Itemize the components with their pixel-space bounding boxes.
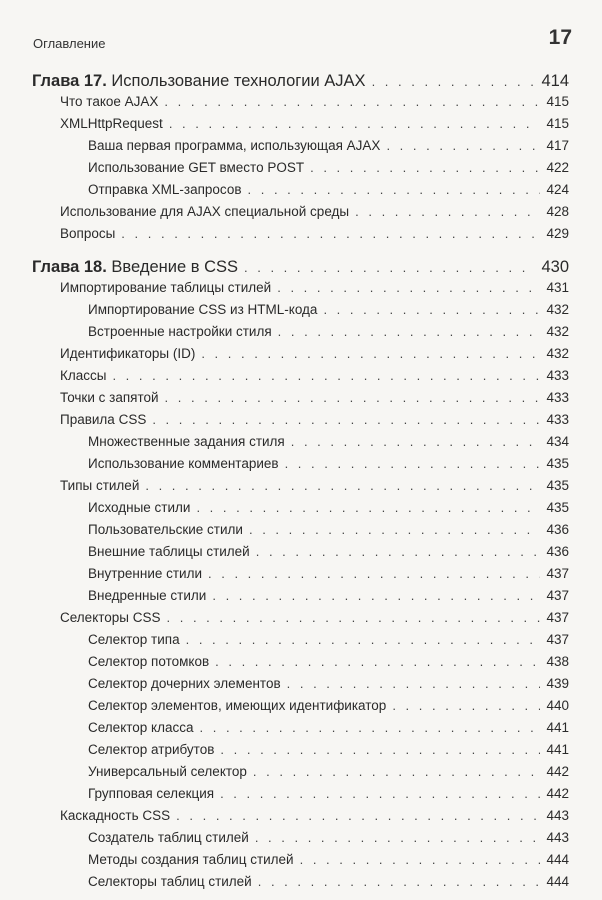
toc-entry-title: Ваша первая программа, использующая AJAX <box>88 138 381 153</box>
dot-leader <box>392 698 540 713</box>
dot-leader <box>112 368 540 383</box>
toc-page-number: 432 <box>546 302 569 317</box>
toc-entry-title: Селектор элементов, имеющих идентификатор <box>88 698 387 713</box>
toc-page-number: 435 <box>546 456 569 471</box>
toc-entry <box>0 676 602 691</box>
dot-leader <box>386 138 540 153</box>
dot-leader <box>176 808 540 823</box>
toc-entry-title: Методы создания таблиц стилей <box>88 852 294 867</box>
dot-leader <box>291 434 541 449</box>
dot-leader <box>165 390 541 405</box>
toc-page-number: 444 <box>546 874 569 889</box>
toc-page-number: 439 <box>546 676 569 691</box>
dot-leader <box>164 94 540 109</box>
dot-leader <box>253 764 541 779</box>
toc-page-number: 430 <box>541 258 569 276</box>
toc-entry <box>0 478 602 493</box>
toc-entry-title <box>0 72 366 91</box>
dot-leader <box>285 456 541 471</box>
toc-entry-title: Вопросы <box>60 226 116 241</box>
toc-entry-title: Селекторы CSS <box>60 610 161 625</box>
toc-entry-title: Встроенные настройки стиля <box>88 324 272 339</box>
toc-page-number: 438 <box>546 654 569 669</box>
page-number: 17 <box>548 26 572 49</box>
toc-page-number: 415 <box>546 116 569 131</box>
toc-entry <box>0 632 602 647</box>
dot-leader <box>300 852 541 867</box>
dot-leader <box>145 478 540 493</box>
toc-page-number: 444 <box>546 852 569 867</box>
dot-leader <box>310 160 540 175</box>
dot-leader <box>167 610 541 625</box>
toc-page-number: 428 <box>546 204 569 219</box>
toc-entry <box>0 698 602 713</box>
toc-entry <box>0 456 602 471</box>
toc-page-number: 436 <box>546 522 569 537</box>
toc-entry <box>0 280 602 295</box>
toc-entry-title: Внешние таблицы стилей <box>88 544 250 559</box>
toc-entry <box>0 610 602 625</box>
toc-entry <box>0 566 602 581</box>
dot-leader <box>200 720 541 735</box>
toc-entry-title <box>0 258 238 277</box>
toc-entry-title: Селектор потомков <box>88 654 210 669</box>
dot-leader <box>220 786 540 801</box>
chapter-label: Глава 17. <box>32 72 107 90</box>
toc-page-number: 429 <box>546 226 569 241</box>
toc-entry <box>0 654 602 669</box>
toc-entry-title: Использование GET вместо POST <box>88 160 305 175</box>
toc-entry-title: Селектор типа <box>88 632 180 647</box>
toc-entry-title: Идентификаторы (ID) <box>60 346 196 361</box>
toc-entry <box>0 412 602 427</box>
toc-page-number: 442 <box>546 764 569 779</box>
toc-entry-title: Использование для AJAX специальной среды <box>60 204 350 219</box>
toc-entry-title: Групповая селекция <box>88 786 215 801</box>
dot-leader <box>277 280 540 295</box>
dot-leader <box>287 676 541 691</box>
toc-page-number: 440 <box>546 698 569 713</box>
toc-entry <box>0 852 602 867</box>
toc-entry <box>0 874 602 889</box>
toc-entry <box>0 720 602 735</box>
chapter-title: Введение в CSS <box>111 258 238 276</box>
toc-entry <box>0 204 602 219</box>
toc-page-number: 434 <box>546 434 569 449</box>
dot-leader <box>152 412 540 427</box>
dot-leader <box>215 654 540 669</box>
toc-page-number: 433 <box>546 390 569 405</box>
toc-entry <box>0 500 602 515</box>
dot-leader <box>220 742 540 757</box>
toc-entry <box>0 302 602 317</box>
dot-leader <box>121 226 540 241</box>
dot-leader <box>201 346 540 361</box>
dot-leader <box>212 588 540 603</box>
dot-leader <box>244 260 535 275</box>
dot-leader <box>196 500 540 515</box>
dot-leader <box>323 302 540 317</box>
toc-entry-title: Селектор дочерних элементов <box>88 676 281 691</box>
dot-leader <box>248 182 541 197</box>
toc-page-number: 417 <box>546 138 569 153</box>
toc-entry <box>0 764 602 779</box>
toc-page-number: 442 <box>546 786 569 801</box>
toc-entry-title: Селектор класса <box>88 720 194 735</box>
toc-entry-title: Импортирование CSS из HTML-кода <box>88 302 318 317</box>
toc-entry-title: Универсальный селектор <box>88 764 247 779</box>
toc-page-number: 435 <box>546 500 569 515</box>
toc-page-number: 433 <box>546 412 569 427</box>
toc-entry-title: Внедренные стили <box>88 588 207 603</box>
toc-page-number: 415 <box>546 94 569 109</box>
toc-entry-title: Селекторы таблиц стилей <box>88 874 252 889</box>
toc-page-number: 431 <box>546 280 569 295</box>
dot-leader <box>278 324 541 339</box>
toc-entry-title: Правила CSS <box>60 412 147 427</box>
toc-entry-title: Отправка XML-запросов <box>88 182 242 197</box>
dot-leader <box>372 74 536 89</box>
running-head: Оглавление <box>33 36 106 51</box>
toc-entry <box>0 522 602 537</box>
toc-entry-title: Множественные задания стиля <box>88 434 285 449</box>
toc-entry <box>0 160 602 175</box>
toc-page-number: 424 <box>546 182 569 197</box>
dot-leader <box>208 566 540 581</box>
toc-entry <box>0 182 602 197</box>
toc-page-number: 437 <box>546 632 569 647</box>
toc-page-number: 443 <box>546 830 569 845</box>
toc-entry <box>0 434 602 449</box>
dot-leader <box>355 204 540 219</box>
toc-page-number: 437 <box>546 588 569 603</box>
toc-page-number: 441 <box>546 742 569 757</box>
toc-page-number: 441 <box>546 720 569 735</box>
toc-entry <box>0 138 602 153</box>
toc-entry-title: Селектор атрибутов <box>88 742 215 757</box>
toc-entry-title: Типы стилей <box>60 478 140 493</box>
toc-entry <box>0 346 602 361</box>
dot-leader <box>169 116 541 131</box>
toc-entry <box>0 786 602 801</box>
toc-entry <box>0 742 602 757</box>
toc-chapter <box>0 258 602 277</box>
toc-entry <box>0 390 602 405</box>
toc-entry-title: Классы <box>60 368 107 383</box>
toc-entry-title: Что такое AJAX <box>60 94 159 109</box>
toc-entry-title: Каскадность CSS <box>60 808 171 823</box>
toc-entry <box>0 116 602 131</box>
toc-page-number: 432 <box>546 346 569 361</box>
toc-page-number: 433 <box>546 368 569 383</box>
toc-entry <box>0 544 602 559</box>
dot-leader <box>255 830 541 845</box>
toc-entry-title: Исходные стили <box>88 500 191 515</box>
toc-entry-title: Точки с запятой <box>60 390 159 405</box>
toc-chapter <box>0 72 602 91</box>
chapter-label: Глава 18. <box>32 258 107 276</box>
dot-leader <box>256 544 541 559</box>
toc-entry <box>0 368 602 383</box>
toc-page-number: 435 <box>546 478 569 493</box>
toc-entry <box>0 830 602 845</box>
toc-page-number: 422 <box>546 160 569 175</box>
toc-page-number: 436 <box>546 544 569 559</box>
toc-entry-title: XMLHttpRequest <box>60 116 163 131</box>
toc-entry <box>0 588 602 603</box>
toc-page-number: 414 <box>541 72 569 90</box>
toc-entry-title: Импортирование таблицы стилей <box>60 280 272 295</box>
dot-leader <box>249 522 541 537</box>
toc-entry <box>0 808 602 823</box>
toc-page-number: 432 <box>546 324 569 339</box>
toc-page-number: 443 <box>546 808 569 823</box>
dot-leader <box>186 632 541 647</box>
toc-entry-title: Пользовательские стили <box>88 522 243 537</box>
toc-entry-title: Внутренние стили <box>88 566 203 581</box>
toc-page-number: 437 <box>546 610 569 625</box>
toc-page-number: 437 <box>546 566 569 581</box>
toc-entry-title: Использование комментариев <box>88 456 279 471</box>
toc-entry-title: Создатель таблиц стилей <box>88 830 249 845</box>
toc-entry <box>0 226 602 241</box>
toc-entry <box>0 324 602 339</box>
toc-entry <box>0 94 602 109</box>
chapter-title: Использование технологии AJAX <box>111 72 366 90</box>
dot-leader <box>258 874 541 889</box>
